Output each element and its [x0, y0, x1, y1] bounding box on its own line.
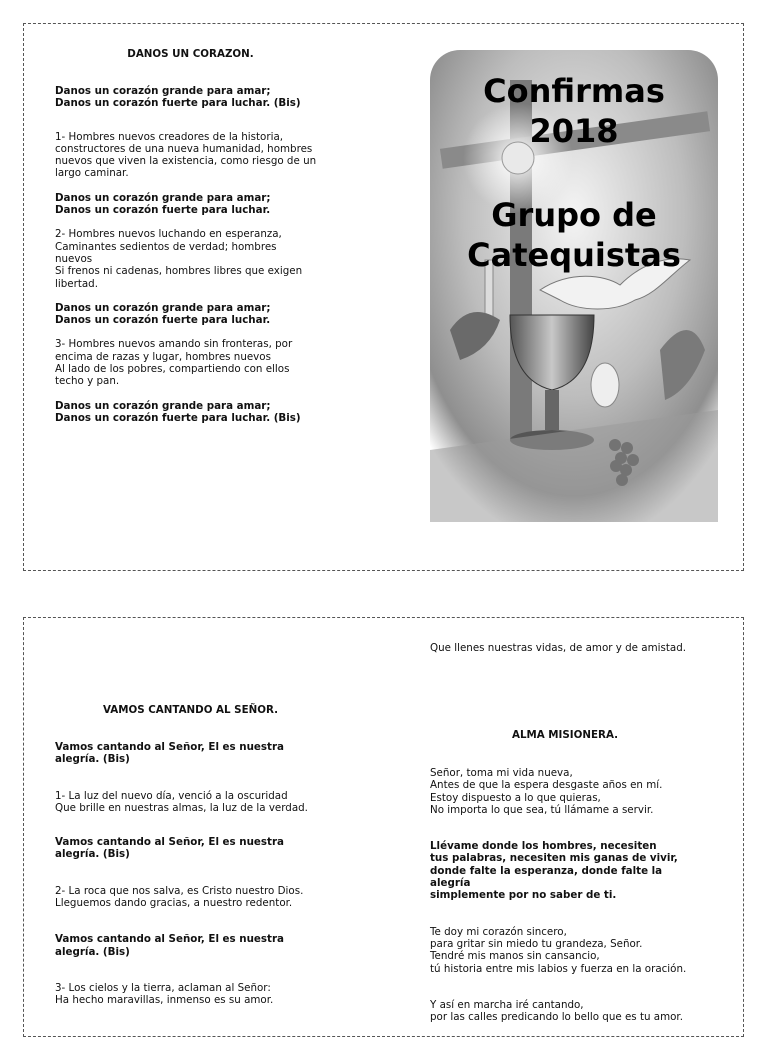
chorus: Danos un corazón grande para amar; Danos un corazón fuerte para luchar.: [55, 191, 271, 217]
verse-2: 2- Hombres nuevos luchando en esperanza, Caminantes sedientos de verdad; hombres nuevos Si frenos ni cadenas, hombres libres que exigen libertad.: [55, 228, 303, 290]
chorus: Vamos cantando al Señor, El es nuestra alegría. (Bis): [55, 933, 284, 958]
verse-2: Te doy mi corazón sincero, para gritar sin miedo tu grandeza, Señor. Tendré mis manos sin cansancio, tú historia entre mis labios y fuerza en la oración.: [430, 925, 687, 975]
cover-catequistas: Catequistas: [467, 236, 681, 274]
cover-illustration: [430, 50, 718, 522]
verse-3: 3- Los cielos y la tierra, aclaman al Señor: Ha hecho maravillas, inmenso es su amor.: [55, 981, 274, 1007]
continued-line: Que llenes nuestras vidas, de amor y de amistad.: [430, 642, 686, 654]
chorus: Danos un corazón grande para amar; Danos un corazón fuerte para luchar. (Bis): [55, 399, 301, 424]
verse-1: Señor, toma mi vida nueva, Antes de que la espera desgaste años en mí. Estoy dispuesto a lo que quieras, No importa lo que sea, tú llámame a servir.: [430, 767, 663, 816]
chorus: Llévame donde los hombres, necesiten tus palabras, necesiten mis ganas de vivir, donde falte la esperanza, donde falte la alegría simplemente por no saber de ti.: [430, 840, 678, 902]
chorus: Danos un corazón grande para amar; Danos un corazón fuerte para luchar. (Bis): [55, 85, 301, 110]
cover-group: Grupo de: [491, 196, 657, 234]
verse-3: 3- Hombres nuevos amando sin fronteras, por encima de razas y lugar, hombres nuevos Al lado de los pobres, compartiendo con ellos techo y pan.: [55, 338, 293, 388]
chorus: Vamos cantando al Señor, El es nuestra alegría. (Bis): [55, 741, 284, 766]
verse-2: 2- La roca que nos salva, es Cristo nuestro Dios. Lleguemos dando gracias, a nuestro redentor.: [55, 884, 304, 910]
chorus: Danos un corazón grande para amar; Danos un corazón fuerte para luchar.: [55, 301, 271, 327]
chorus: Vamos cantando al Señor, El es nuestra alegría. (Bis): [55, 836, 284, 861]
booklet-page-1: [23, 23, 744, 571]
lyrics-danos: [55, 85, 355, 424]
verse-3: Y así en marcha iré cantando, por las calles predicando lo bello que es tu amor.: [430, 998, 683, 1024]
booklet-page-2: [23, 617, 744, 1037]
verse-1: 1- La luz del nuevo día, venció a la oscuridad Que brille en nuestras almas, la luz de la verdad.: [55, 789, 308, 814]
song-title-danos: DANOS UN CORAZON.: [127, 48, 254, 60]
lyrics-alma: [430, 767, 730, 1023]
song-title-alma: ALMA MISIONERA.: [511, 729, 619, 741]
cover-title: Confirmas: [483, 72, 665, 110]
lyrics-vamos: [55, 741, 355, 1007]
song-title-vamos: VAMOS CANTANDO AL SEÑOR.: [102, 704, 279, 716]
verse-1: 1- Hombres nuevos creadores de la historia, constructores de una nueva humanidad, hombres nuevos que viven la existencia, como riesgo de un largo caminar.: [55, 130, 317, 180]
cover-year: 2018: [529, 112, 619, 150]
